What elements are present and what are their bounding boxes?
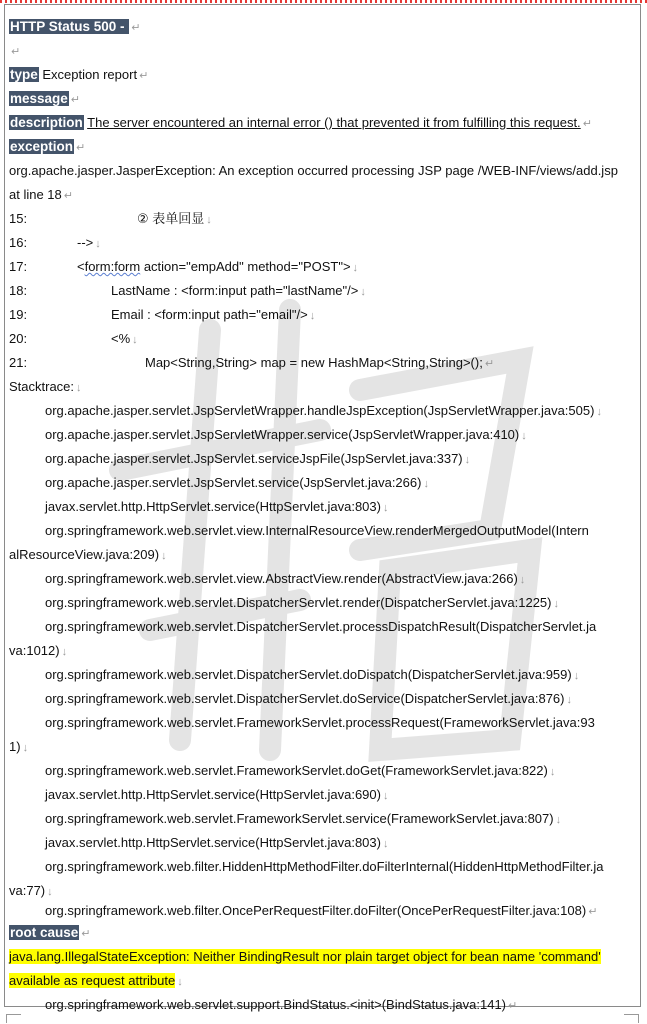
- stack-frame: javax.servlet.http.HttpServlet.service(HttpServlet.java:803) ↓: [45, 499, 389, 514]
- stack-frame: javax.servlet.http.HttpServlet.service(HttpServlet.java:690) ↓: [45, 787, 389, 802]
- stack-frame: [45, 856, 604, 878]
- stack-frame: org.apache.jasper.servlet.JspServlet.serviceJspFile(JspServlet.java:337) ↓: [45, 451, 471, 466]
- source-line-18: 18: LastName : <form:input path="lastName"/> ↓: [9, 280, 366, 302]
- stack-frame-text: javax.servlet.http.HttpServlet.service(HttpServlet.java:803): [45, 499, 381, 514]
- line-number: 15:: [9, 211, 28, 226]
- stack-frame-text: 1): [9, 739, 21, 754]
- source-line-17: 17: <form:form action="empAdd" method="POST"> ↓: [9, 256, 358, 278]
- type-value: Exception report: [42, 67, 138, 82]
- type-label: type: [10, 67, 38, 82]
- line-code: <%: [111, 331, 131, 346]
- stack-frame-wrap: 1) ↓: [9, 739, 29, 754]
- stack-frame-text: javax.servlet.http.HttpServlet.service(HttpServlet.java:803): [45, 835, 381, 850]
- stack-frame-text: alResourceView.java:209): [9, 547, 160, 562]
- line-code: -->: [77, 235, 94, 250]
- stack-frame-text: org.springframework.web.servlet.FrameworkServlet.service(FrameworkServlet.java:807): [45, 811, 554, 826]
- page-title: HTTP Status 500 -: [10, 19, 129, 34]
- stack-frame: org.springframework.web.servlet.view.AbstractView.render(AbstractView.java:266) ↓: [45, 571, 526, 586]
- line-number: 16:: [9, 235, 28, 250]
- stack-frame-wrap: va:1012) ↓: [9, 643, 68, 658]
- source-line-19: 19: Email : <form:input path="email"/> ↓: [9, 304, 315, 326]
- stack-frame: [45, 712, 595, 734]
- source-line-21: 21: Map<String,String> map = new HashMap<String,String>(); ↵: [9, 352, 494, 374]
- stacktrace-label: Stacktrace:: [9, 379, 75, 394]
- root-cause-value-cont: available as request attribute: [9, 973, 176, 988]
- stack-frame: org.apache.jasper.servlet.JspServletWrapper.handleJspException(JspServletWrapper.java:505) ↓: [45, 403, 602, 418]
- stack-frame-text: va:1012): [9, 643, 60, 658]
- stack-frame-text: org.springframework.web.servlet.FrameworkServlet.processRequest(FrameworkServlet.java:93: [45, 715, 595, 730]
- line-number: 19:: [9, 307, 28, 322]
- exception-value-cont: at line 18: [9, 187, 62, 202]
- root-cause-line: root cause ↵: [10, 925, 91, 940]
- stack-frame-wrap: alResourceView.java:209) ↓: [9, 547, 167, 562]
- exception-text-1: [9, 160, 618, 182]
- stack-frame-text: org.springframework.web.servlet.DispatcherServlet.processDispatchResult(DispatcherServlet.ja: [45, 619, 597, 634]
- stack-frame: org.apache.jasper.servlet.JspServletWrapper.service(JspServletWrapper.java:410) ↓: [45, 427, 527, 442]
- line-number: 18:: [9, 283, 28, 298]
- stack-frame-text: org.springframework.web.servlet.DispatcherServlet.doDispatch(DispatcherServlet.java:959): [45, 667, 572, 682]
- line-code: LastName : <form:input path="lastName"/>: [111, 283, 359, 298]
- stack-frame: org.springframework.web.servlet.DispatcherServlet.doDispatch(DispatcherServlet.java:959) ↓: [45, 667, 580, 682]
- stack-frame-text: org.springframework.web.servlet.DispatcherServlet.render(DispatcherServlet.java:1225): [45, 595, 552, 610]
- root-stack-frame: org.springframework.web.servlet.support.BindStatus.<init>(BindStatus.java:141) ↵: [45, 997, 518, 1012]
- exception-text-2: at line 18 ↵: [9, 187, 73, 202]
- root-cause-text-1: [9, 946, 601, 968]
- stack-frame: org.apache.jasper.servlet.JspServlet.service(JspServlet.java:266) ↓: [45, 475, 429, 490]
- stack-frame-text: org.apache.jasper.servlet.JspServletWrapper.service(JspServletWrapper.java:410): [45, 427, 520, 442]
- exception-label: exception: [10, 139, 74, 154]
- exception-line: exception ↵: [10, 139, 86, 154]
- stack-frame: org.springframework.web.servlet.FrameworkServlet.doGet(FrameworkServlet.java:822) ↓: [45, 763, 556, 778]
- line-code: ② 表单回显: [137, 211, 205, 226]
- stack-frame-wrap: va:77) ↓: [9, 883, 53, 898]
- stack-frame: javax.servlet.http.HttpServlet.service(HttpServlet.java:803) ↓: [45, 835, 389, 850]
- line-code: Email : <form:input path="email"/>: [111, 307, 308, 322]
- blank-line: ↵: [11, 46, 21, 58]
- root-cause-text-2: available as request attribute ↓: [9, 973, 183, 988]
- source-line-16: 16: --> ↓: [9, 232, 101, 254]
- description-line: description The server encountered an internal error () that prevented it from fulfilling this request. ↵: [10, 115, 592, 130]
- line-number: 20:: [9, 331, 28, 346]
- stack-frame-text: org.apache.jasper.servlet.JspServletWrapper.handleJspException(JspServletWrapper.java:505): [45, 403, 595, 418]
- stack-frame: [45, 616, 596, 638]
- type-line: type Exception report ↵: [10, 67, 149, 82]
- line-code-tag: form:form: [84, 259, 141, 274]
- stack-frame-text: org.springframework.web.servlet.FrameworkServlet.doGet(FrameworkServlet.java:822): [45, 763, 548, 778]
- line-number: 17:: [9, 259, 28, 274]
- status-title-line: HTTP Status 500 - ↵: [10, 19, 141, 34]
- message-label: message: [10, 91, 68, 106]
- root-cause-label: root cause: [10, 925, 79, 940]
- top-margin-marker: [0, 0, 647, 3]
- line-code: Map<String,String> map = new HashMap<String,String>();: [145, 355, 483, 370]
- stack-frame-text: org.apache.jasper.servlet.JspServlet.service(JspServlet.java:266): [45, 475, 422, 490]
- stacktrace-heading: Stacktrace: ↓: [9, 379, 82, 394]
- stack-frame: org.springframework.web.servlet.DispatcherServlet.render(DispatcherServlet.java:1225) ↓: [45, 595, 559, 610]
- stack-frame-text: org.springframework.web.servlet.DispatcherServlet.doService(DispatcherServlet.java:876): [45, 691, 565, 706]
- message-line: message ↵: [10, 91, 81, 106]
- source-line-15: 15: ② 表单回显 ↓: [9, 208, 212, 230]
- page-corner-left: [6, 1014, 21, 1023]
- stack-frame: org.springframework.web.filter.OncePerRequestFilter.doFilter(OncePerRequestFilter.java:108) ↵: [45, 903, 598, 918]
- line-number: 21:: [9, 355, 28, 370]
- stack-frame: [45, 520, 589, 542]
- stack-frame: org.springframework.web.servlet.DispatcherServlet.doService(DispatcherServlet.java:876) ↓: [45, 691, 572, 706]
- description-label: description: [10, 115, 83, 130]
- page-corner-right: [624, 1014, 639, 1023]
- line-code-prefix: <: [77, 259, 85, 274]
- source-line-20: 20: <% ↓: [9, 328, 138, 350]
- line-code-rest: action="empAdd" method="POST">: [140, 259, 351, 274]
- exception-value: org.apache.jasper.JasperException: An exception occurred processing JSP page /WEB-INF/views/add.jsp: [9, 163, 618, 178]
- stack-frame-text: org.springframework.web.filter.OncePerRequestFilter.doFilter(OncePerRequestFilter.java:108): [45, 903, 587, 918]
- stack-frame-text: org.apache.jasper.servlet.JspServlet.serviceJspFile(JspServlet.java:337): [45, 451, 463, 466]
- stack-frame-text: va:77): [9, 883, 46, 898]
- stack-frame-text: org.springframework.web.servlet.support.BindStatus.<init>(BindStatus.java:141): [45, 997, 507, 1012]
- stack-frame-text: org.springframework.web.servlet.view.InternalResourceView.renderMergedOutputModel(Intern: [45, 523, 589, 538]
- stack-frame: org.springframework.web.servlet.FrameworkServlet.service(FrameworkServlet.java:807) ↓: [45, 811, 562, 826]
- description-value: The server encountered an internal error () that prevented it from fulfilling this request.: [87, 115, 581, 130]
- stack-frame-text: javax.servlet.http.HttpServlet.service(HttpServlet.java:690): [45, 787, 381, 802]
- stack-frame-text: org.springframework.web.servlet.view.AbstractView.render(AbstractView.java:266): [45, 571, 518, 586]
- root-cause-value: java.lang.IllegalStateException: Neither BindingResult nor plain target object for bean name 'command': [9, 949, 601, 964]
- stack-frame-text: org.springframework.web.filter.HiddenHttpMethodFilter.doFilterInternal(HiddenHttpMethodFilter.ja: [45, 859, 604, 874]
